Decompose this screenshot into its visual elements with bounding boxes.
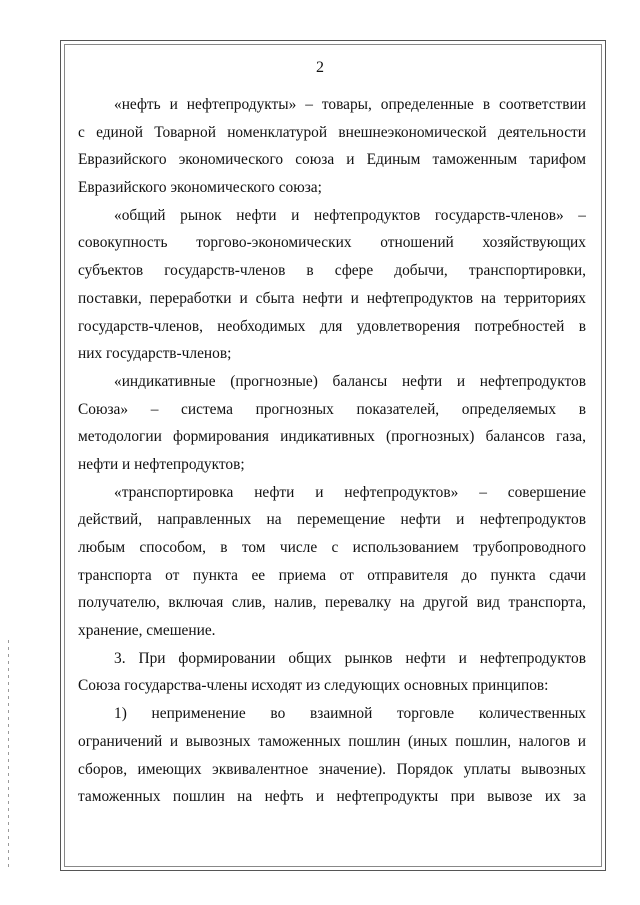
text-line: «индикативные (прогнозные) балансы нефти и нефтепродуктов: [114, 372, 586, 390]
text-line: совокупность торгово-экономических отношений хозяйствующих: [78, 234, 586, 252]
text-line: Союза государства-члены исходят из следующих основных принципов:: [78, 677, 549, 695]
text-line: Союза» – система прогнозных показателей, определяемых в: [78, 400, 586, 418]
text-line: «нефть и нефтепродукты» – товары, определенные в соответствии: [114, 96, 586, 113]
text-line: «общий рынок нефти и нефтепродуктов государств-членов» –: [114, 206, 586, 224]
text-line: 3. При формировании общих рынков нефти и нефтепродуктов: [114, 649, 586, 667]
text-line: ограничений и вывозных таможенных пошлин (иных пошлин, налогов и: [78, 732, 586, 750]
text-line: получателю, включая слив, налив, перевалку на другой вид транспорта,: [78, 594, 586, 612]
text-line: транспорта от пункта ее приема от отправителя до пункта сдачи: [78, 566, 586, 584]
text-line: Евразийского экономического союза и Единым таможенным тарифом: [78, 151, 586, 169]
page-number: 2: [316, 59, 324, 76]
text-line: любым способом, в том числе с использованием трубопроводного: [78, 539, 586, 556]
text-line: них государств-членов;: [78, 345, 232, 363]
text-line: методологии формирования индикативных (прогнозных) балансов газа,: [78, 428, 586, 446]
text-line: таможенных пошлин на нефть и нефтепродукты при вывозе их за: [78, 788, 586, 806]
text-line: 1) неприменение во взаимной торговле количественных: [114, 705, 586, 723]
text-line: действий, направленных на перемещение нефти и нефтепродуктов: [78, 511, 586, 529]
text-line: поставки, переработки и сбыта нефти и нефтепродуктов на территориях: [78, 289, 586, 307]
text-line: хранение, смешение.: [78, 622, 216, 640]
text-line: государств-членов, необходимых для удовлетворения потребностей в: [78, 317, 586, 335]
text-line: с единой Товарной номенклатурой внешнеэкономической деятельности: [78, 123, 586, 141]
scan-edge-mark: [8, 640, 9, 870]
text-line: Евразийского экономического союза;: [78, 179, 322, 197]
text-line: «транспортировка нефти и нефтепродуктов» – совершение: [114, 483, 586, 501]
text-line: сборов, имеющих эквивалентное значение). Порядок уплаты вывозных: [78, 760, 586, 778]
text-line: нефти и нефтепродуктов;: [78, 455, 245, 473]
document-body: [78, 91, 586, 811]
text-line: субъектов государств-членов в сфере добычи, транспортировки,: [78, 262, 586, 280]
